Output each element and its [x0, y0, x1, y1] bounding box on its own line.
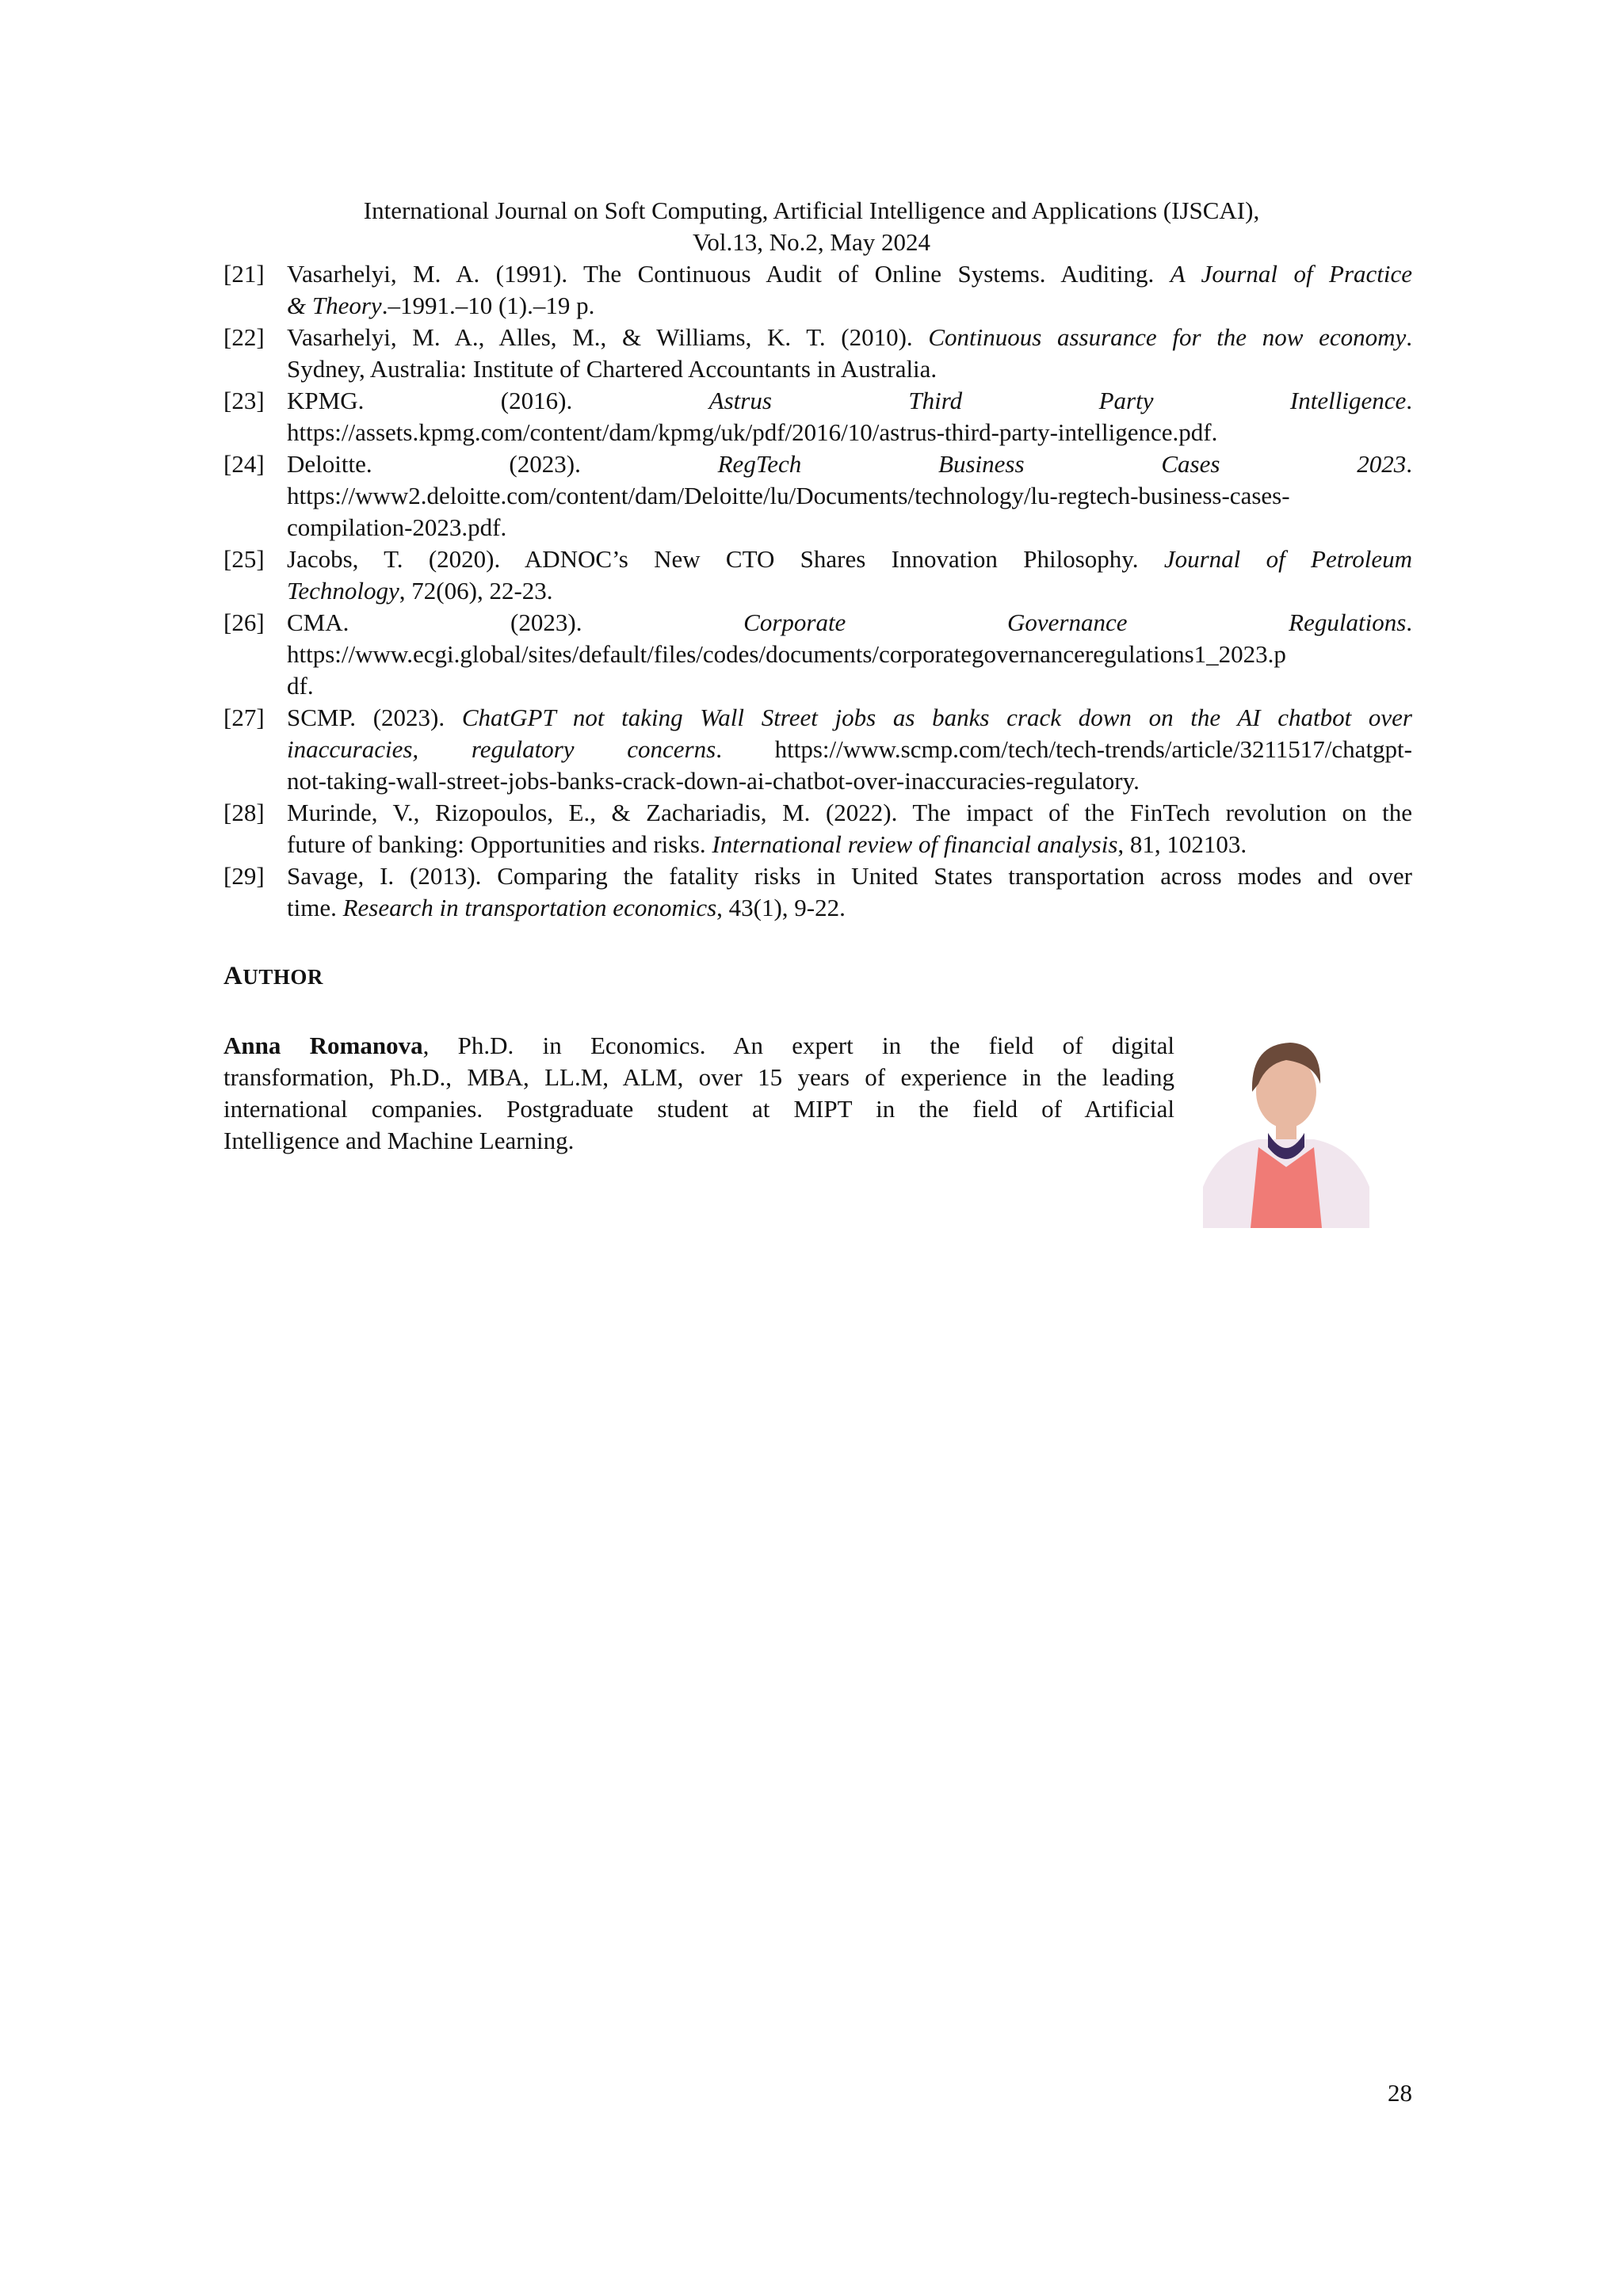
reference-number: [22] — [223, 323, 265, 351]
reference-line: inaccuracies, regulatory concerns. https://www.scmp.com/tech/tech-trends/article/3211517/chatgpt- — [287, 735, 1412, 763]
reference-number: [26] — [223, 608, 265, 636]
reference-line: https://assets.kpmg.com/content/dam/kpmg/uk/pdf/2016/10/astrus-third-party-intelligence.pdf. — [287, 418, 1218, 446]
reference-number: [29] — [223, 862, 265, 890]
reference-line: not-taking-wall-street-jobs-banks-crack-down-ai-chatbot-over-inaccuracies-regulatory. — [287, 767, 1140, 795]
reference-number: [23] — [223, 387, 265, 414]
reference-number: [27] — [223, 704, 265, 731]
reference-item — [223, 385, 1412, 448]
reference-line: future of banking: Opportunities and risks. International review of financial analysis, 81, 102103. — [287, 830, 1247, 858]
reference-line: CMA. (2023). Corporate Governance Regulations. — [287, 608, 1413, 636]
reference-number: [28] — [223, 799, 265, 826]
journal-header — [0, 195, 1623, 258]
reference-item — [223, 860, 1412, 924]
reference-item — [223, 797, 1412, 860]
reference-list — [223, 258, 1412, 924]
reference-item — [223, 543, 1412, 607]
reference-item — [223, 258, 1412, 322]
reference-line: Vasarhelyi, M. A. (1991). The Continuous Audit of Online Systems. Auditing. A Journal of Practice — [287, 260, 1413, 288]
reference-line: Savage, I. (2013). Comparing the fatality risks in United States transportation across modes and over — [287, 862, 1412, 890]
reference-item — [223, 448, 1412, 543]
reference-line: time. Research in transportation economics, 43(1), 9-22. — [287, 894, 846, 921]
author-photo — [1203, 1028, 1369, 1228]
reference-line: Vasarhelyi, M. A., Alles, M., & Williams, K. T. (2010). Continuous assurance for the now economy. — [287, 323, 1412, 351]
reference-item — [223, 702, 1412, 797]
reference-line: SCMP. (2023). ChatGPT not taking Wall Street jobs as banks crack down on the AI chatbot over — [287, 704, 1412, 731]
reference-line: & Theory.–1991.–10 (1).–19 p. — [287, 292, 595, 319]
reference-line: https://www2.deloitte.com/content/dam/Deloitte/lu/Documents/technology/lu-regtech-business-cases- — [287, 482, 1290, 509]
author-portrait-image — [1203, 1028, 1369, 1228]
reference-line: https://www.ecgi.global/sites/default/files/codes/documents/corporategovernanceregulations1_2023.p — [287, 640, 1286, 668]
reference-line: Technology, 72(06), 22-23. — [287, 577, 553, 605]
bio-line: Intelligence and Machine Learning. — [223, 1127, 575, 1154]
journal-issue: Vol.13, No.2, May 2024 — [693, 228, 930, 256]
author-bio — [223, 1030, 1174, 1157]
reference-number: [21] — [223, 260, 265, 288]
bio-line: international companies. Postgraduate student at MIPT in the field of Artificial — [223, 1095, 1174, 1123]
page-number: 28 — [1388, 2079, 1412, 2107]
reference-line: Sydney, Australia: Institute of Chartered Accountants in Australia. — [287, 355, 938, 383]
author-heading: AUTHOR — [223, 962, 323, 990]
reference-item — [223, 322, 1412, 385]
reference-line: df. — [287, 672, 314, 700]
reference-line: Murinde, V., Rizopoulos, E., & Zachariadis, M. (2022). The impact of the FinTech revolution on the — [287, 799, 1412, 826]
reference-line: compilation-2023.pdf. — [287, 513, 507, 541]
reference-line: KPMG. (2016). Astrus Third Party Intelligence. — [287, 387, 1412, 414]
reference-item — [223, 607, 1412, 702]
author-name: Anna Romanova — [223, 1032, 423, 1059]
bio-line: Anna Romanova, Ph.D. in Economics. An expert in the field of digital — [223, 1032, 1174, 1059]
reference-number: [24] — [223, 450, 265, 478]
journal-title: International Journal on Soft Computing, Artificial Intelligence and Applications (IJSCAI), — [363, 196, 1260, 224]
reference-line: Deloitte. (2023). RegTech Business Cases 2023. — [287, 450, 1412, 478]
bio-line: transformation, Ph.D., MBA, LL.M, ALM, over 15 years of experience in the leading — [223, 1063, 1174, 1091]
reference-line: Jacobs, T. (2020). ADNOC’s New CTO Shares Innovation Philosophy. Journal of Petroleum — [287, 545, 1413, 573]
reference-number: [25] — [223, 545, 265, 573]
